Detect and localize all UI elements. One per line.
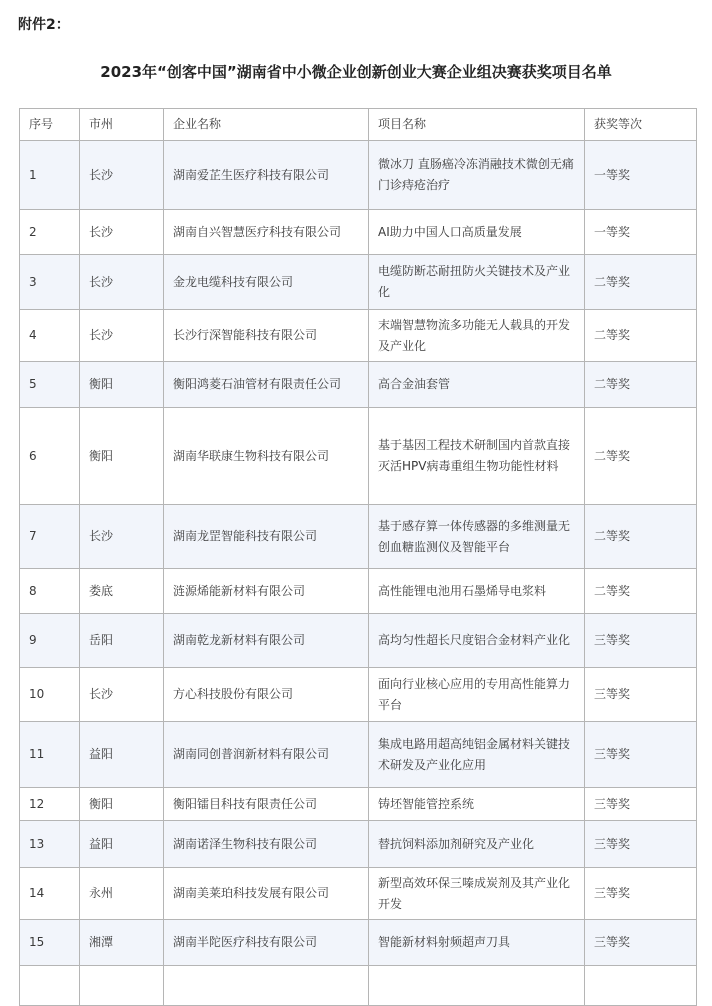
document-title: 2023年“创客中国”湖南省中小微企业创新创业大赛企业组决赛获奖项目名单 [100, 63, 612, 81]
cell-city: 益阳 [80, 821, 164, 868]
header-award: 获奖等次 [585, 109, 697, 141]
cell-company: 湖南美莱珀科技发展有限公司 [164, 868, 369, 920]
cell-project: 高合金油套管 [369, 362, 585, 408]
table-row [20, 210, 697, 255]
cell-company: 湖南华联康生物科技有限公司 [164, 408, 369, 505]
cell-index: 1 [20, 141, 80, 210]
cell-city: 长沙 [80, 505, 164, 569]
cell-empty [369, 966, 585, 1006]
table-row [20, 722, 697, 788]
cell-index: 15 [20, 920, 80, 966]
cell-city: 衡阳 [80, 408, 164, 505]
cell-award: 三等奖 [585, 920, 697, 966]
cell-empty [164, 966, 369, 1006]
cell-city: 岳阳 [80, 614, 164, 668]
cell-city: 益阳 [80, 722, 164, 788]
cell-award: 二等奖 [585, 362, 697, 408]
cell-index: 11 [20, 722, 80, 788]
cell-award: 二等奖 [585, 310, 697, 362]
table-row [20, 408, 697, 505]
cell-city: 娄底 [80, 569, 164, 614]
cell-company: 湖南乾龙新材料有限公司 [164, 614, 369, 668]
cell-project: 基于基因工程技术研制国内首款直接灭活HPV病毒重组生物功能性材料 [369, 408, 585, 505]
cell-company: 涟源烯能新材料有限公司 [164, 569, 369, 614]
awards-table [19, 108, 697, 1006]
cell-company: 金龙电缆科技有限公司 [164, 255, 369, 310]
table-row [20, 569, 697, 614]
cell-index: 10 [20, 668, 80, 722]
cell-city: 永州 [80, 868, 164, 920]
cell-index: 3 [20, 255, 80, 310]
cell-project: 集成电路用超高纯铝金属材料关键技术研发及产业化应用 [369, 722, 585, 788]
cell-company: 湖南爱芷生医疗科技有限公司 [164, 141, 369, 210]
cell-company: 衡阳鸿菱石油管材有限责任公司 [164, 362, 369, 408]
table-row [20, 668, 697, 722]
cell-index: 6 [20, 408, 80, 505]
cell-award: 三等奖 [585, 821, 697, 868]
table-row [20, 505, 697, 569]
cell-company: 湖南同创普润新材料有限公司 [164, 722, 369, 788]
cell-index: 2 [20, 210, 80, 255]
cell-project: 智能新材料射频超声刀具 [369, 920, 585, 966]
cell-index: 13 [20, 821, 80, 868]
cell-project: 面向行业核心应用的专用高性能算力平台 [369, 668, 585, 722]
cell-company: 衡阳镭目科技有限责任公司 [164, 788, 369, 821]
table-row [20, 141, 697, 210]
cell-city: 长沙 [80, 310, 164, 362]
table-row [20, 255, 697, 310]
cell-award: 一等奖 [585, 210, 697, 255]
cell-city: 长沙 [80, 668, 164, 722]
table-row [20, 788, 697, 821]
cell-project: 电缆防断芯耐扭防火关键技术及产业化 [369, 255, 585, 310]
cell-index: 8 [20, 569, 80, 614]
cell-city: 湘潭 [80, 920, 164, 966]
cell-city: 衡阳 [80, 788, 164, 821]
cell-project: 新型高效环保三嗪成炭剂及其产业化开发 [369, 868, 585, 920]
cell-company: 长沙行深智能科技有限公司 [164, 310, 369, 362]
header-project: 项目名称 [369, 109, 585, 141]
cell-award: 三等奖 [585, 868, 697, 920]
cell-award: 三等奖 [585, 722, 697, 788]
cell-company: 湖南半陀医疗科技有限公司 [164, 920, 369, 966]
table-row [20, 362, 697, 408]
cell-award: 一等奖 [585, 141, 697, 210]
cell-index: 14 [20, 868, 80, 920]
cell-award: 二等奖 [585, 505, 697, 569]
cell-award: 二等奖 [585, 255, 697, 310]
table-row [20, 868, 697, 920]
cell-index: 12 [20, 788, 80, 821]
cell-award: 二等奖 [585, 569, 697, 614]
header-city: 市州 [80, 109, 164, 141]
cell-empty [80, 966, 164, 1006]
cell-empty [585, 966, 697, 1006]
cell-project: 微冰刀 直肠癌冷冻消融技术微创无痛门诊痔疮治疗 [369, 141, 585, 210]
cell-project: 高均匀性超长尺度铝合金材料产业化 [369, 614, 585, 668]
cell-award: 二等奖 [585, 408, 697, 505]
cell-index: 7 [20, 505, 80, 569]
header-index: 序号 [20, 109, 80, 141]
cell-empty [20, 966, 80, 1006]
cell-company: 湖南自兴智慧医疗科技有限公司 [164, 210, 369, 255]
table-row [20, 310, 697, 362]
table-row [20, 821, 697, 868]
cell-index: 4 [20, 310, 80, 362]
cell-company: 方心科技股份有限公司 [164, 668, 369, 722]
attachment-label: 附件2： [18, 17, 70, 33]
cell-index: 9 [20, 614, 80, 668]
header-company: 企业名称 [164, 109, 369, 141]
table-row [20, 920, 697, 966]
cell-city: 长沙 [80, 141, 164, 210]
cell-project: 末端智慧物流多功能无人载具的开发及产业化 [369, 310, 585, 362]
cell-project: 高性能锂电池用石墨烯导电浆料 [369, 569, 585, 614]
cell-project: 铸坯智能管控系统 [369, 788, 585, 821]
cell-company: 湖南龙罡智能科技有限公司 [164, 505, 369, 569]
cell-award: 三等奖 [585, 614, 697, 668]
cell-city: 长沙 [80, 255, 164, 310]
table-row [20, 614, 697, 668]
cell-index: 5 [20, 362, 80, 408]
cell-award: 三等奖 [585, 788, 697, 821]
table-header-row [20, 109, 697, 141]
cell-award: 三等奖 [585, 668, 697, 722]
cell-project: 替抗饲料添加剂研究及产业化 [369, 821, 585, 868]
table-row [20, 966, 697, 1006]
cell-city: 长沙 [80, 210, 164, 255]
cell-company: 湖南诺泽生物科技有限公司 [164, 821, 369, 868]
cell-city: 衡阳 [80, 362, 164, 408]
cell-project: 基于感存算一体传感器的多维测量无创血糖监测仪及智能平台 [369, 505, 585, 569]
cell-project: AI助力中国人口高质量发展 [369, 210, 585, 255]
